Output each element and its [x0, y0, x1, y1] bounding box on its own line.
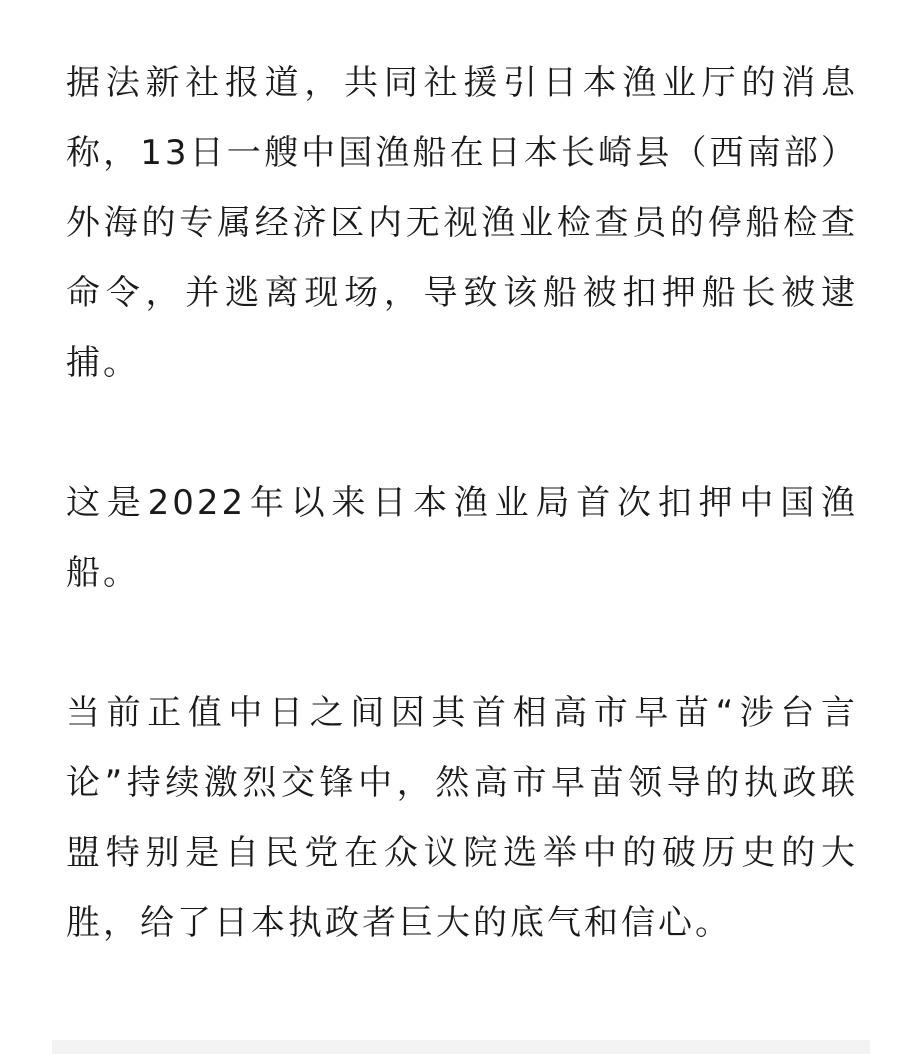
paragraph-2: 这是2022年以来日本渔业局首次扣押中国渔船。 [66, 483, 858, 593]
paragraph-3: 当前正值中日之间因其首相高市早苗“涉台言论”持续激烈交锋中，然高市早苗领导的执政联盟特别是自民党在众议院选举中的破历史的大胜，给了日本执政者巨大的底气和信心。 [66, 693, 858, 943]
paragraph-1: 据法新社报道，共同社援引日本渔业厅的消息称，13日一艘中国渔船在日本长崎县（西南部）外海的专属经济区内无视渔业检查员的停船检查命令，并逃离现场，导致该船被扣押船长被逮捕。 [66, 63, 858, 383]
article-body [66, 48, 858, 958]
bottom-divider [52, 1040, 870, 1054]
